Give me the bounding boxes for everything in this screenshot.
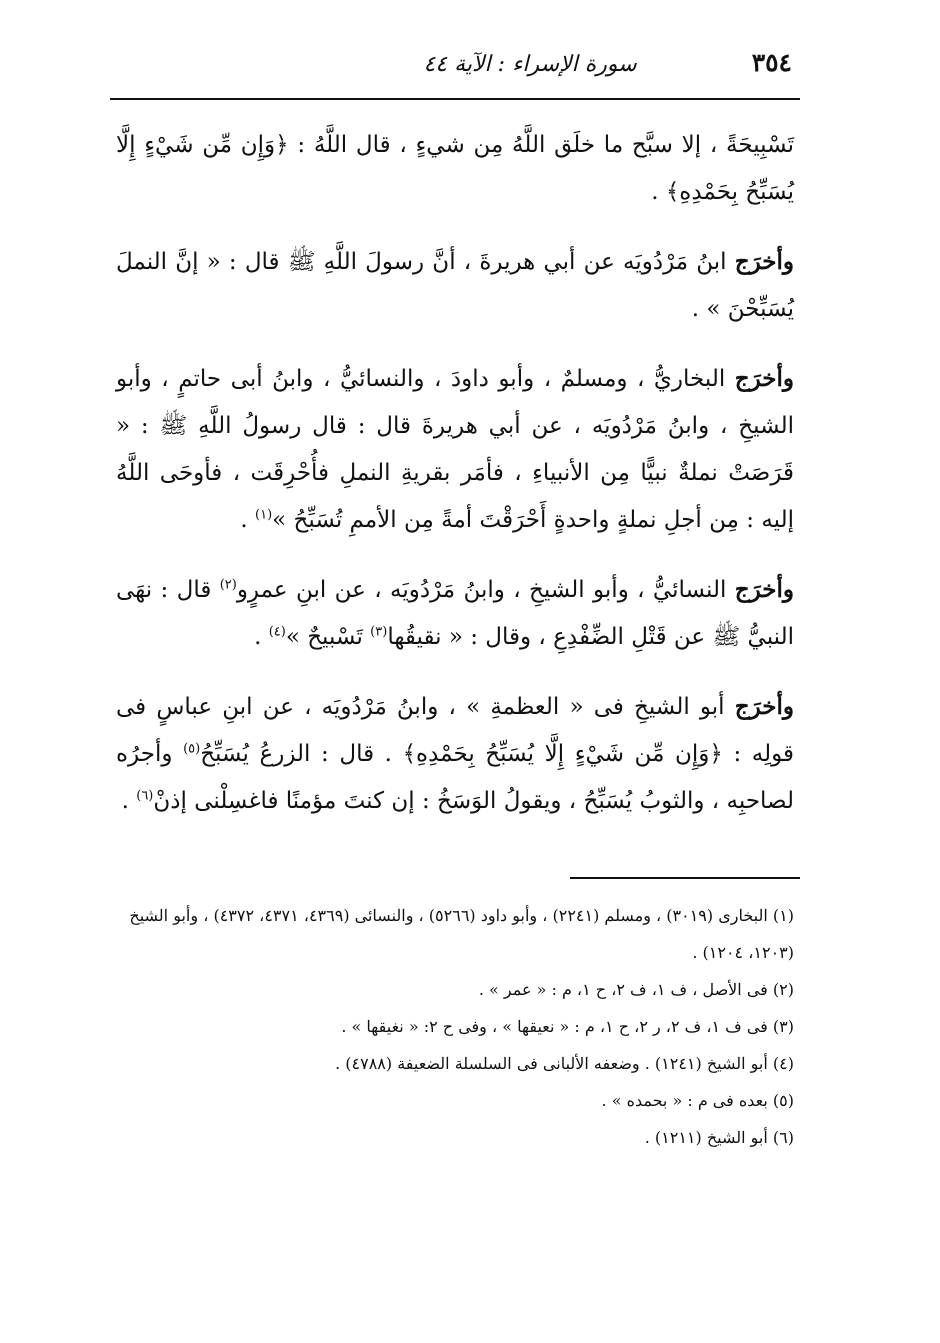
footnote-ref[interactable]: (٦) [136,788,154,804]
footnote-item: (٣) فى ف ١، ف ٢، ر ٢، ح ١، م : « نعيقها » ، وفى ح ٢: « نغيقها » . [341,1017,794,1036]
paragraph-text: تَسْبِيحَةً ، إلا سبَّح ما خلَق اللَّهُ مِن شيءٍ ، قال اللَّهُ : ﴿وَإِن مِّن شَيْءٍ إِلَّا يُسَبِّحُ بِحَمْدِهِ﴾ . [116,132,794,205]
footnote-item: (٢) فى الأصل ، ف ١، ف ٢، ح ١، م : « عمر » . [478,980,794,999]
paragraph [116,355,794,544]
footnote-item: (١) البخارى (٣٠١٩) ، ومسلم (٢٢٤١) ، وأبو داود (٥٢٦٦) ، والنسائى (٤٣٦٩، ٤٣٧١، ٤٣٧٢) ، وأبو الشيخ (١٢٠٣، ١٢٠٤) . [129,906,794,962]
paragraph-lead: وأخرَج [734,248,794,275]
main-text [110,122,800,825]
paragraph [116,122,794,216]
paragraph-text: ابنُ مَرْدُويَه عن أبي هريرةَ ، أنَّ رسولَ اللَّهِ ﷺ قال : « إنَّ النملَ يُسَبِّحْنَ » . [116,249,794,322]
page-header [110,48,800,100]
book-page [110,48,800,1308]
paragraph [116,238,794,333]
paragraph-tail: . [121,788,137,814]
footnote-separator [570,877,800,879]
paragraph-tail: . [254,624,269,650]
paragraph-lead: وأخرَج [734,693,795,720]
paragraph-text: وأجرُه لصاحبِه ، والثوبُ يُسَبِّحُ ، ويقولُ الوَسَخُ : إن كنتَ مؤمنًا فاغسِلْنى إذنْ [116,741,794,814]
footnote-separator-wrap [110,847,800,897]
page-number: ٣٥٤ [751,48,792,77]
paragraph-text: البخاريُّ ، ومسلمٌ ، وأبو داودَ ، والنسائيُّ ، وابنُ أبى حاتمٍ ، وأبو الشيخِ ، وابنُ مَرْدُويَه ، عن أبي هريرةَ قال : قال رسولُ اللَّهِ ﷺ : « قَرَصَتْ نملةٌ نبيًّا مِن الأنبياءِ ، فأمَر بقريةِ النملِ فأُحْرِقَت ، فأوحَى اللَّهُ إليه : مِن أجلِ نملةٍ واحدةٍ أَحْرَقْتَ أمةً مِن الأممِ تُسَبِّحُ » [116,366,794,533]
footnote-item: (٦) أبو الشيخ (١٢١١) . [644,1128,794,1147]
paragraph-text: النسائيُّ ، وأبو الشيخِ ، وابنُ مَرْدُويَه ، عن ابنِ عمرٍو [236,577,727,603]
running-title: سورة الإسراء : الآية ٤٤ [423,52,637,77]
footnote-ref[interactable]: (١) [255,507,273,523]
footnote-ref[interactable]: (٥) [183,741,201,757]
paragraph-lead: وأخرَج [734,576,794,603]
paragraph-text: تَسْبيحٌ » [285,624,371,650]
footnote-ref[interactable]: (٣) [370,624,388,640]
footnote-item: (٤) أبو الشيخ (١٢٤١) . وضعفه الألبانى فى السلسلة الضعيفة (٤٧٨٨) . [335,1054,794,1073]
paragraph-text: قال : نهَى النبيُّ ﷺ عن قَتْلِ الضِّفْدِعِ ، وقال : « نقيقُها [116,577,794,650]
footnote-ref[interactable]: (٤) [268,624,286,640]
paragraph-text: أبو الشيخِ فى « العظمةِ » ، وابنُ مَرْدُويَه ، عن ابنِ عباسٍ فى قولِه : ﴿وَإِن مِّن شَيْءٍ إِلَّا يُسَبِّحُ بِحَمْدِهِ﴾ . قال : الزرعُ يُسَبِّحُ [116,694,794,767]
paragraph [116,683,794,825]
paragraph-tail: . [240,507,256,533]
paragraph-lead: وأخرَج [734,365,795,392]
footnote-item: (٥) بعده فى م : « بحمده » . [601,1091,794,1110]
footnote-ref[interactable]: (٢) [219,577,237,593]
footnotes [110,897,800,1156]
paragraph [116,566,794,661]
